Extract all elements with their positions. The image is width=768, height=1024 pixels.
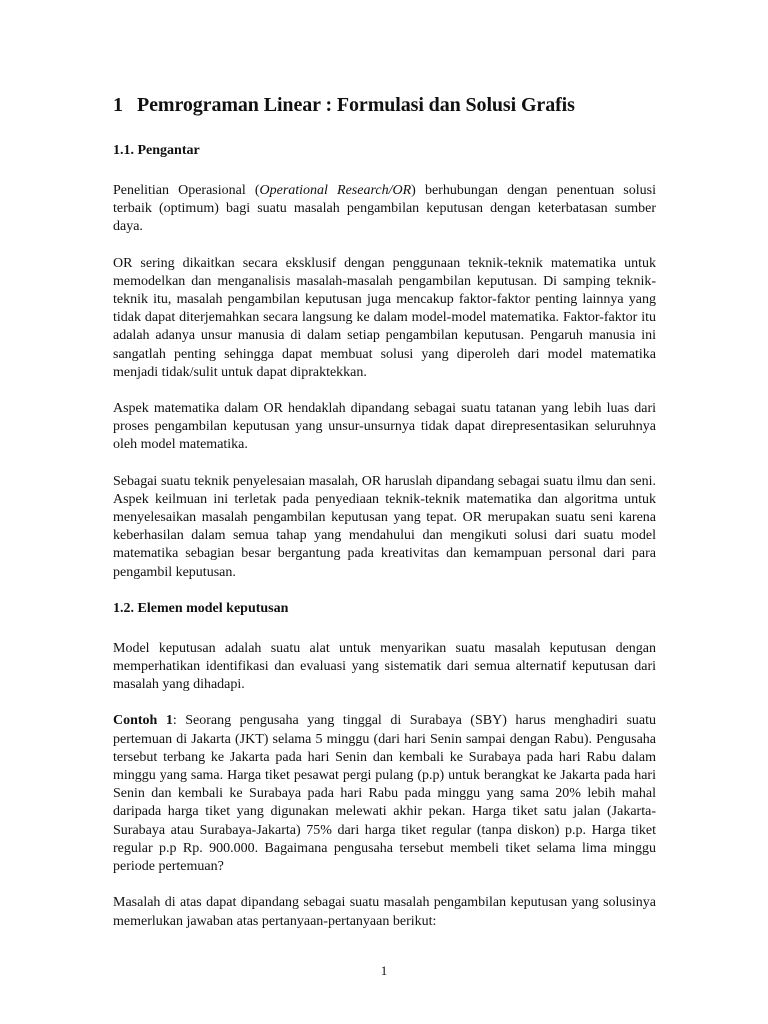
paragraph-math-aspect: Aspek matematika dalam OR hendaklah dipandang sebagai suatu tatanan yang lebih luas dari proses pengambilan keputusan yang unsur-unsurnya tidak dapat direpresentasikan seluruhnya oleh model matematika.	[113, 401, 656, 453]
example-text: : Seorang pengusaha yang tinggal di Surabaya (SBY) harus menghadiri suatu pertemuan di Jakarta (JKT) selama 5 minggu (dari hari Senin sampai dengan Rabu). Pengusaha tersebut terbang ke Jakarta pada hari Senin dan kembali ke Surabaya pada hari Rabu dalam minggu yang sama. Harga tiket pesawat pergi pulang (p.p) untuk berangkat ke Jakarta pada hari Senin dan kembali ke Surabaya pada hari Rabu pada minggu yang sama 20% lebih mahal daripada harga tiket yang digunakan melewati akhir pekan. Harga tiket satu jalan (Jakarta-Surabaya atau Surabaya-Jakarta) 75% dari harga tiket regular (tanpa diskon) p.p. Harga tiket regular p.p Rp. 900.000. Bagaimana pengusaha tersebut membeli tiket selama lima minggu periode pertemuan?	[113, 713, 656, 875]
paragraph-or-techniques: OR sering dikaitkan secara eksklusif dengan penggunaan teknik-teknik matematika untuk memodelkan dan menganalisis masalah-masalah pengambilan keputusan. Di samping teknik-teknik itu, masalah pengambilan keputusan juga mencakup faktor-faktor penting lainnya yang tidak dapat diterjemahkan secara langsung ke dalam model-model matematika. Faktor-faktor itu adalah adanya unsur manusia di dalam setiap pengambilan keputusan. Pengaruh manusia ini sangatlah penting sehingga dapat membuat solusi yang diperoleh dari model matematika menjadi tidak/sulit untuk dapat dipraktekkan.	[113, 255, 656, 380]
example-label: Contoh 1	[113, 713, 173, 729]
chapter-heading	[113, 92, 656, 118]
page-number: 1	[380, 963, 388, 978]
paragraph-definition-end: ) berhubungan dengan penentuan solusi terbaik (optimum) bagi suatu masalah pengambilan keputusan dengan keterbatasan sumber daya.	[113, 183, 656, 235]
paragraph-science-art: Sebagai suatu teknik penyelesaian masalah, OR haruslah dipandang sebagai suatu ilmu dan seni. Aspek keilmuan ini terletak pada penyediaan teknik-teknik matematika dan algoritma untuk menyelesaikan masalah pengambilan keputusan yang tepat. OR merupakan suatu seni karena keberhasilan dalam semua tahap yang mendahului dan mengikuti solusi dari suatu model matematika sebagian besar bergantung pada kreativitas dan kemampuan personal dari para pengambil keputusan.	[113, 473, 656, 580]
chapter-title: Pemrograman Linear : Formulasi dan Solusi Grafis	[137, 94, 575, 116]
paragraph-definition-start: Penelitian Operasional (	[113, 183, 260, 198]
paragraph-problem-statement: Masalah di atas dapat dipandang sebagai suatu masalah pengambilan keputusan yang solusinya memerlukan jawaban atas pertanyaan-pertanyaan berikut:	[113, 895, 656, 929]
paragraph-definition-italic: Operational Research/OR	[259, 183, 412, 198]
page-content	[113, 92, 656, 949]
paragraph-example-1	[113, 712, 656, 876]
section-heading-elemen: 1.2. Elemen model keputusan	[113, 600, 289, 616]
paragraph-decision-model: Model keputusan adalah suatu alat untuk menyarikan suatu masalah keputusan dengan memperhatikan identifikasi dan evaluasi yang sistematik dari semua alternatif keputusan dari masalah yang dihadapi.	[113, 640, 656, 693]
section-heading-pengantar: 1.1. Pengantar	[113, 143, 200, 158]
chapter-number: 1	[113, 94, 123, 116]
paragraph-definition	[113, 182, 656, 237]
